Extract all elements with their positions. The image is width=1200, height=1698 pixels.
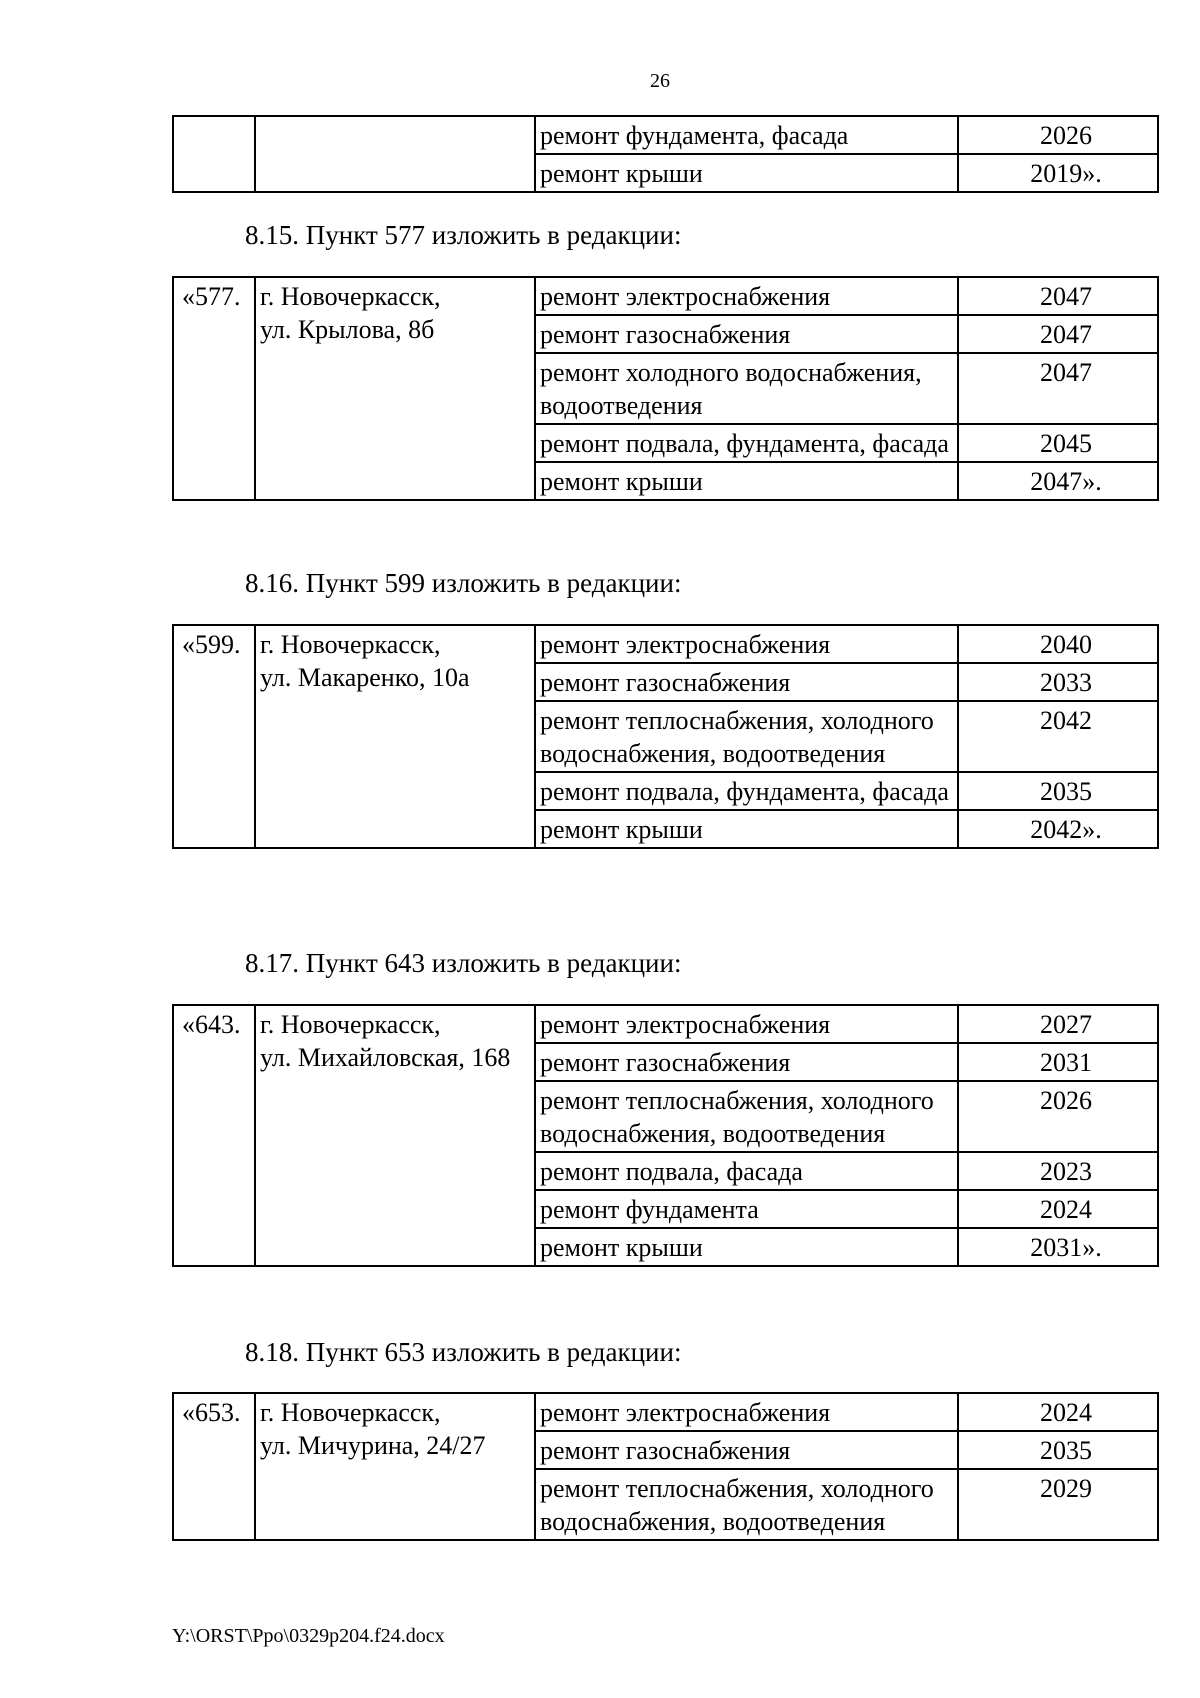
address-cell xyxy=(255,625,535,848)
year-cell: 2047». xyxy=(958,462,1158,500)
address-line: г. Новочеркасск, xyxy=(260,630,441,659)
table-row xyxy=(173,277,1158,315)
year-cell: 2024 xyxy=(958,1393,1158,1431)
year-cell: 2031». xyxy=(958,1228,1158,1266)
address-line: г. Новочеркасск, xyxy=(260,1010,441,1039)
item-number-cell: «577. xyxy=(173,277,255,500)
section-heading-653: 8.18. Пункт 653 изложить в редакции: xyxy=(245,1337,682,1367)
year-cell: 2027 xyxy=(958,1005,1158,1043)
item-number-cell xyxy=(173,116,255,192)
repair-table-cont xyxy=(172,115,1159,193)
year-cell: 2031 xyxy=(958,1043,1158,1081)
section-heading-643: 8.17. Пункт 643 изложить в редакции: xyxy=(245,948,682,978)
year-cell: 2035 xyxy=(958,772,1158,810)
address-line: г. Новочеркасск, xyxy=(260,282,441,311)
year-cell: 2026 xyxy=(958,1081,1158,1152)
address-cell xyxy=(255,116,535,192)
work-type-cell: ремонт теплоснабжения, холодного водоснабжения, водоотведения xyxy=(535,1469,958,1540)
address-line: ул. Крылова, 8б xyxy=(260,315,435,344)
item-number-cell: «643. xyxy=(173,1005,255,1266)
year-cell: 2024 xyxy=(958,1190,1158,1228)
work-type-cell: ремонт холодного водоснабжения, водоотведения xyxy=(535,353,958,424)
year-cell: 2042». xyxy=(958,810,1158,848)
table-row xyxy=(173,116,1158,154)
work-type-cell: ремонт крыши xyxy=(535,462,958,500)
year-cell: 2023 xyxy=(958,1152,1158,1190)
work-type-cell: ремонт подвала, фасада xyxy=(535,1152,958,1190)
work-type-cell: ремонт газоснабжения xyxy=(535,315,958,353)
address-cell xyxy=(255,1393,535,1540)
work-type-cell: ремонт теплоснабжения, холодного водоснабжения, водоотведения xyxy=(535,701,958,772)
year-cell: 2019». xyxy=(958,154,1158,192)
address-line: ул. Мичурина, 24/27 xyxy=(260,1431,486,1460)
year-cell: 2033 xyxy=(958,663,1158,701)
work-type-cell: ремонт подвала, фундамента, фасада xyxy=(535,424,958,462)
work-type-cell: ремонт подвала, фундамента, фасада xyxy=(535,772,958,810)
work-type-cell: ремонт электроснабжения xyxy=(535,277,958,315)
work-type-cell: ремонт крыши xyxy=(535,154,958,192)
address-line: г. Новочеркасск, xyxy=(260,1398,441,1427)
table-row xyxy=(173,1005,1158,1043)
work-type-cell: ремонт газоснабжения xyxy=(535,663,958,701)
file-path-footer: Y:\ORST\Ppo\0329p204.f24.docx xyxy=(172,1625,445,1647)
work-type-cell: ремонт электроснабжения xyxy=(535,1005,958,1043)
work-type-cell: ремонт крыши xyxy=(535,810,958,848)
work-type-cell: ремонт фундамента, фасада xyxy=(535,116,958,154)
work-type-cell: ремонт фундамента xyxy=(535,1190,958,1228)
work-type-cell: ремонт электроснабжения xyxy=(535,1393,958,1431)
repair-table-577 xyxy=(172,276,1159,501)
address-cell xyxy=(255,277,535,500)
work-type-cell: ремонт крыши xyxy=(535,1228,958,1266)
table-row xyxy=(173,625,1158,663)
year-cell: 2042 xyxy=(958,701,1158,772)
year-cell: 2026 xyxy=(958,116,1158,154)
year-cell: 2040 xyxy=(958,625,1158,663)
year-cell: 2047 xyxy=(958,315,1158,353)
item-number-cell: «653. xyxy=(173,1393,255,1540)
year-cell: 2029 xyxy=(958,1469,1158,1540)
section-heading-577: 8.15. Пункт 577 изложить в редакции: xyxy=(245,220,682,250)
work-type-cell: ремонт газоснабжения xyxy=(535,1431,958,1469)
work-type-cell: ремонт теплоснабжения, холодного водоснабжения, водоотведения xyxy=(535,1081,958,1152)
page-number: 26 xyxy=(650,70,670,92)
year-cell: 2035 xyxy=(958,1431,1158,1469)
table-row xyxy=(173,1393,1158,1431)
address-cell xyxy=(255,1005,535,1266)
work-type-cell: ремонт электроснабжения xyxy=(535,625,958,663)
work-type-cell: ремонт газоснабжения xyxy=(535,1043,958,1081)
section-heading-599: 8.16. Пункт 599 изложить в редакции: xyxy=(245,568,682,598)
address-line: ул. Макаренко, 10а xyxy=(260,663,470,692)
address-line: ул. Михайловская, 168 xyxy=(260,1043,511,1072)
repair-table-643 xyxy=(172,1004,1159,1267)
repair-table-653 xyxy=(172,1392,1159,1541)
year-cell: 2047 xyxy=(958,353,1158,424)
repair-table-599 xyxy=(172,624,1159,849)
year-cell: 2047 xyxy=(958,277,1158,315)
year-cell: 2045 xyxy=(958,424,1158,462)
item-number-cell: «599. xyxy=(173,625,255,848)
